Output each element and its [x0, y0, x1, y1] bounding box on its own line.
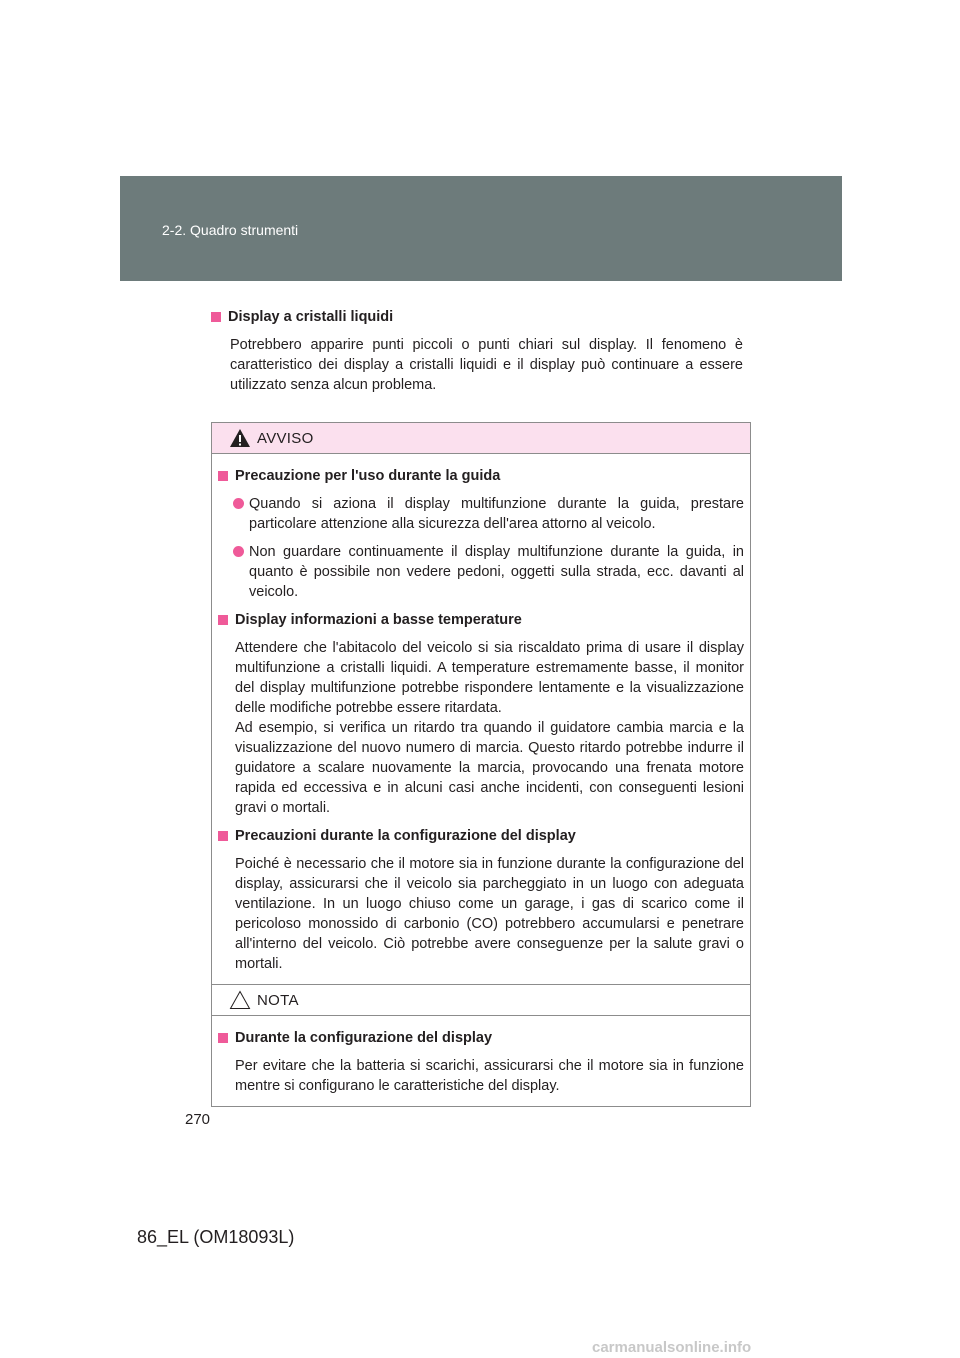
round-bullet-icon: [233, 546, 244, 557]
warning-triangle-icon: [229, 428, 251, 448]
note-box-header: [212, 985, 750, 1016]
warning-title: AVVISO: [257, 430, 314, 447]
warning-paragraph: Ad esempio, si verifica un ritardo tra quando il guidatore cambia marcia e la visualizzazione del nuovo numero di marcia. Questo ritardo potrebbe indurre il guidatore a scalare nuovamente la marcia, provocando una frenata motore rapida ed eccessiva e in alcuni casi anche incidenti, con conseguenti lesioni gravi o mortali.: [235, 720, 744, 816]
intro-text: Potrebbero apparire punti piccoli o punti chiari sul display. Il fenomeno è caratteristico dei display a cristalli liquidi e il display può continuare a essere utilizzato senza alcun problema.: [230, 337, 743, 393]
warning-box: [211, 422, 751, 985]
warning-bullet: [218, 494, 744, 534]
square-bullet-icon: [218, 471, 228, 481]
note-text: Per evitare che la batteria si scarichi, assicurarsi che il motore sia in funzione mentre si configurano le caratteristiche del display.: [235, 1058, 744, 1094]
note-heading-text: Durante la configurazione del display: [235, 1030, 493, 1046]
warning-bullet-text: Quando si aziona il display multifunzione durante la guida, prestare particolare attenzione alla sicurezza dell'area attorno al veicolo.: [249, 496, 744, 532]
warning-box-header: [212, 423, 750, 454]
page-header: [120, 176, 842, 281]
square-bullet-icon: [218, 1033, 228, 1043]
document-code: 86_EL (OM18093L): [137, 1227, 295, 1247]
note-heading: [218, 1028, 744, 1048]
caution-triangle-icon: [229, 990, 251, 1010]
intro-heading-text: Display a cristalli liquidi: [228, 309, 394, 325]
warning-bullet-text: Non guardare continuamente il display multifunzione durante la guida, in quanto è possibile non vedere pedoni, oggetti sulla strada, ecc. davanti al veicolo.: [249, 544, 744, 600]
note-box-body: [212, 1016, 750, 1106]
warning-box-body: [212, 454, 750, 984]
note-box: [211, 984, 751, 1107]
round-bullet-icon: [233, 498, 244, 509]
intro-heading: [211, 307, 743, 327]
intro-section: [211, 307, 743, 395]
warning-section-heading-text: Precauzioni durante la configurazione del display: [235, 828, 576, 844]
warning-paragraph: Poiché è necessario che il motore sia in funzione durante la configurazione del display, assicurarsi che il veicolo sia parcheggiato in un luogo con adeguata ventilazione. In un luogo chiuso come un garage, i gas di scarico come il pericoloso monossido di carbonio (CO) potrebbero accumularsi e penetrare all'interno del veicolo. Ciò potrebbe avere conseguenze per la salute gravi o mortali.: [235, 856, 744, 972]
warning-section-heading-text: Display informazioni a basse temperature: [235, 612, 522, 628]
square-bullet-icon: [218, 615, 228, 625]
warning-paragraph: Attendere che l'abitacolo del veicolo si sia riscaldato prima di usare il display multifunzione a cristalli liquidi. A temperature estremamente basse, il monitor del display multifunzione potrebbe rispondere lentamente e la visualizzazione delle modifiche potrebbe essere ritardata.: [235, 640, 744, 716]
page-number: 270: [185, 1111, 211, 1128]
square-bullet-icon: [218, 831, 228, 841]
warning-section-heading: [218, 610, 744, 630]
watermark: carmanualsonline.info: [592, 1339, 752, 1356]
warning-bullet: [218, 542, 744, 602]
note-title: NOTA: [257, 992, 299, 1009]
warning-section-heading: [218, 826, 744, 846]
warning-section-heading: [218, 466, 744, 486]
warning-section-heading-text: Precauzione per l'uso durante la guida: [235, 468, 501, 484]
section-title: 2-2. Quadro strumenti: [162, 222, 299, 238]
square-bullet-icon: [211, 312, 221, 322]
